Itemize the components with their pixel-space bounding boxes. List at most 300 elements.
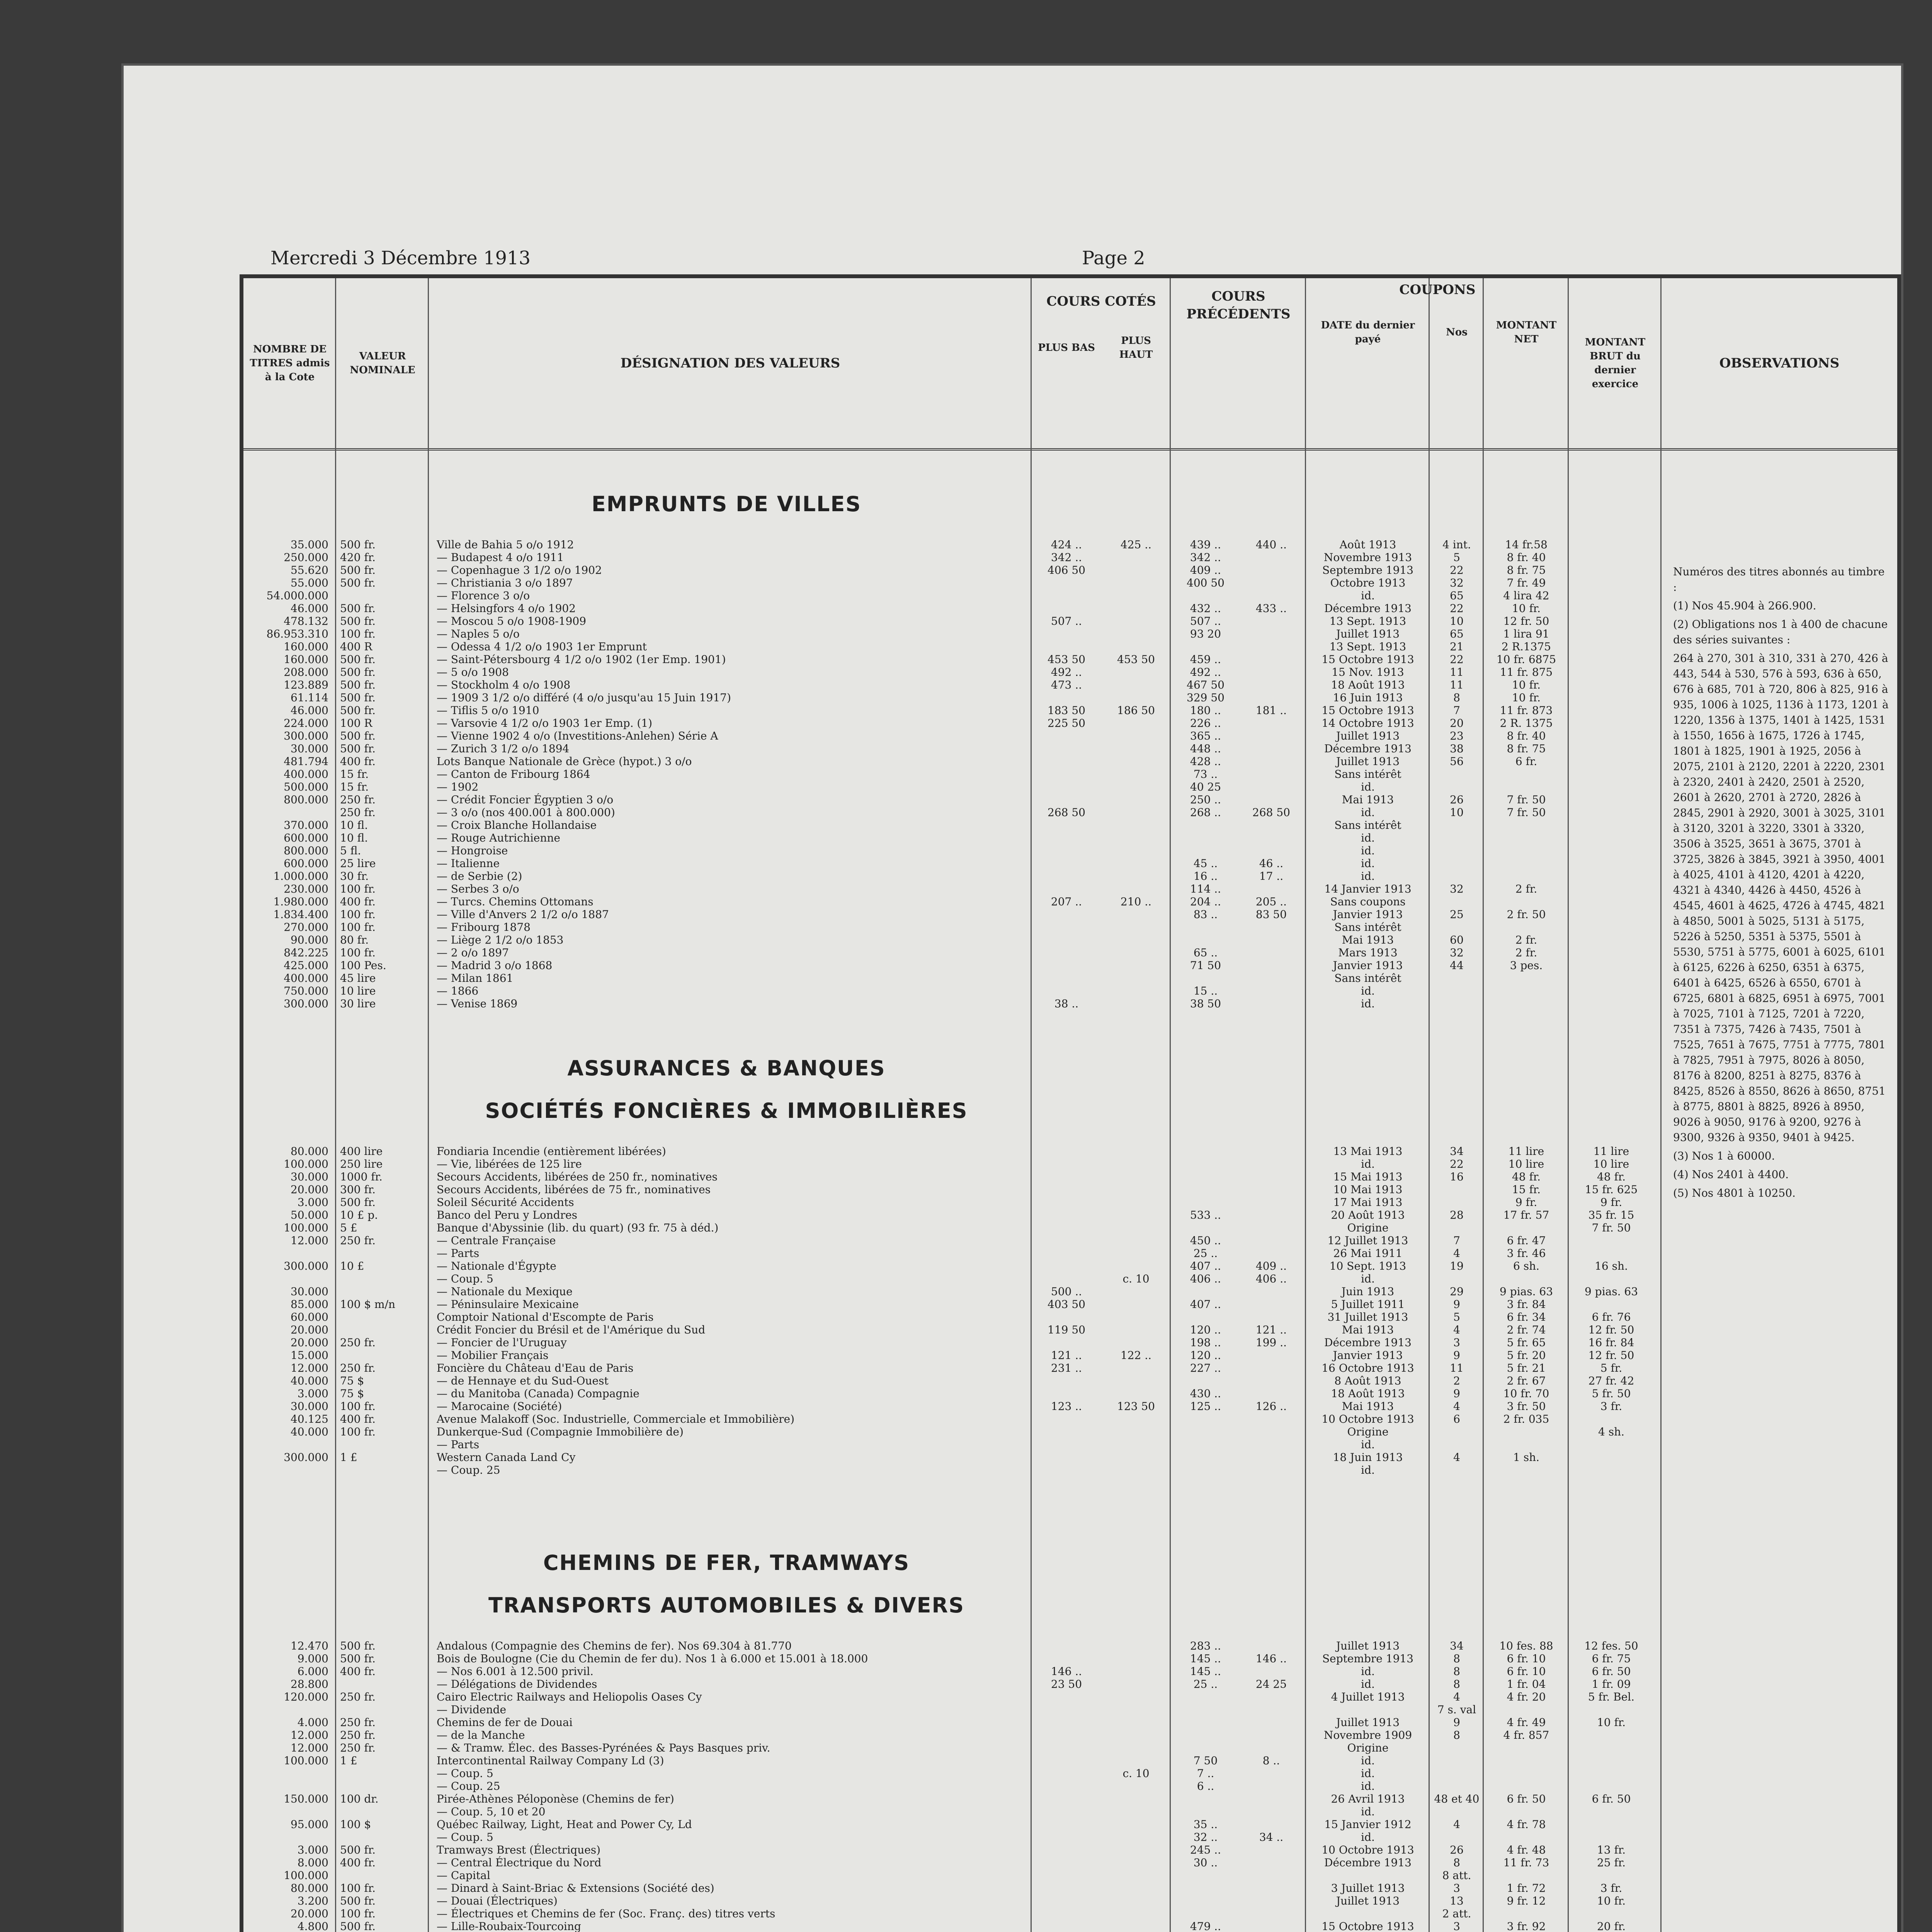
cell-montant-brut: 20 fr.	[1597, 1920, 1626, 1932]
cell-prec-bas: 16 ..	[1193, 870, 1218, 883]
cell-montant-net: 2 fr.	[1515, 946, 1537, 959]
cell-montant-net: 6 fr. 47	[1507, 1234, 1546, 1247]
cell-designation: — Stockholm 4 o/o 1908	[437, 679, 571, 691]
cell-nombre: 400.000	[284, 768, 328, 781]
cell-designation: — Coup. 5	[437, 1831, 493, 1844]
cell-designation: — de Serbie (2)	[437, 870, 522, 883]
cell-montant-net: 9 pias. 63	[1499, 1285, 1553, 1298]
cell-prec-bas: 71 50	[1190, 959, 1221, 972]
cell-date-coupon: Septembre 1913	[1322, 564, 1414, 577]
cell-date-coupon: Origine	[1347, 1221, 1389, 1234]
cell-designation: Comptoir National d'Escompte de Paris	[437, 1311, 654, 1323]
cell-nombre: 100.000	[284, 1754, 328, 1767]
cell-prec-bas: 73 ..	[1193, 768, 1218, 781]
cell-numero-coupon: 21	[1450, 640, 1464, 653]
cell-valeur: 250 fr.	[340, 793, 376, 806]
cell-designation: Lots Banque Nationale de Grèce (hypot.) 3 o/o	[437, 755, 692, 768]
cell-valeur: 10 lire	[340, 985, 376, 997]
cell-prec-haut: 406 ..	[1255, 1272, 1287, 1285]
cell-nombre: 425.000	[284, 959, 328, 972]
cell-numero-coupon: 23	[1450, 730, 1464, 742]
cell-montant-net: 1 fr. 72	[1507, 1882, 1546, 1895]
cell-designation: — du Manitoba (Canada) Compagnie	[437, 1387, 639, 1400]
cell-valeur: 500 fr.	[340, 704, 376, 717]
cell-nombre: 1.000.000	[273, 870, 328, 883]
cell-valeur: 15 fr.	[340, 768, 369, 781]
cell-date-coupon: 13 Sept. 1913	[1329, 615, 1406, 628]
cell-date-coupon: Juillet 1913	[1336, 1716, 1400, 1729]
cell-montant-net: 6 sh.	[1513, 1260, 1540, 1272]
cell-date-coupon: Mai 1913	[1342, 793, 1394, 806]
cell-designation: — Tiflis 5 o/o 1910	[437, 704, 539, 717]
cell-nombre: 800.000	[284, 844, 328, 857]
cell-date-coupon: id.	[1361, 832, 1375, 844]
cell-numero-coupon: 5	[1453, 551, 1460, 564]
cell-montant-net: 10 fes. 88	[1499, 1639, 1553, 1652]
cell-nombre: 61.114	[291, 691, 328, 704]
cell-numero-coupon: 3	[1453, 1920, 1460, 1932]
cell-valeur: 250 fr.	[340, 1336, 376, 1349]
cell-nombre: 370.000	[284, 819, 328, 832]
cell-date-coupon: 18 Juin 1913	[1333, 1451, 1403, 1464]
cell-nombre: 8.000	[297, 1856, 328, 1869]
cell-numero-coupon: 8	[1453, 1729, 1460, 1742]
cell-montant-net: 3 fr. 46	[1507, 1247, 1546, 1260]
cell-nombre: 9.000	[297, 1652, 328, 1665]
cell-date-coupon: id.	[1361, 1767, 1375, 1780]
cell-designation: — Helsingfors 4 o/o 1902	[437, 602, 576, 615]
cell-nombre: 160.000	[284, 640, 328, 653]
cell-numero-coupon: 3	[1453, 1336, 1460, 1349]
cell-designation: — Vie, libérées de 125 lire	[437, 1158, 582, 1170]
cell-prec-bas: 428 ..	[1190, 755, 1221, 768]
header-cours-cotes: COURS COTÉS	[1046, 294, 1156, 309]
cell-prec-haut: 121 ..	[1255, 1323, 1287, 1336]
cell-montant-net: 3 fr. 50	[1507, 1400, 1546, 1413]
cell-plus-haut: c. 10	[1122, 1767, 1150, 1780]
cell-designation: Québec Railway, Light, Heat and Power Cy, Ld	[437, 1818, 692, 1831]
cell-nombre: 12.000	[291, 1234, 328, 1247]
cell-numero-coupon: 11	[1450, 679, 1464, 691]
cell-designation: — Dividende	[437, 1703, 507, 1716]
cell-designation: — de Hennaye et du Sud-Ouest	[437, 1374, 609, 1387]
cell-designation: Soleil Sécurité Accidents	[437, 1196, 574, 1209]
cell-montant-net: 2 fr. 50	[1507, 908, 1546, 921]
cell-montant-brut: 16 sh.	[1595, 1260, 1628, 1272]
cell-numero-coupon: 4	[1453, 1323, 1460, 1336]
cell-montant-net: 11 fr. 873	[1500, 704, 1553, 717]
cell-valeur: 500 fr.	[340, 1196, 376, 1209]
cell-valeur: 400 R	[340, 640, 372, 653]
header-plus-bas: PLUS BAS	[1038, 342, 1095, 354]
cell-designation: Avenue Malakoff (Soc. Industrielle, Commerciale et Immobilière)	[437, 1413, 795, 1425]
cell-numero-coupon: 4	[1453, 1451, 1460, 1464]
cell-designation: — Coup. 25	[437, 1780, 500, 1793]
cell-montant-net: 5 fr. 65	[1507, 1336, 1546, 1349]
cell-designation: — Naples 5 o/o	[437, 628, 520, 640]
cell-date-coupon: Sans intérêt	[1334, 768, 1401, 781]
cell-designation: Intercontinental Railway Company Ld (3)	[437, 1754, 664, 1767]
cell-date-coupon: Origine	[1347, 1742, 1389, 1754]
section-subtitle: TRANSPORTS AUTOMOBILES & DIVERS	[488, 1593, 965, 1617]
cell-montant-net: 11 lire	[1508, 1145, 1544, 1158]
cell-numero-coupon: 11	[1450, 1362, 1464, 1374]
cell-nombre: 30.000	[291, 742, 328, 755]
cell-date-coupon: id.	[1361, 1665, 1375, 1678]
cell-designation: — Hongroise	[437, 844, 508, 857]
cell-numero-coupon: 10	[1450, 615, 1464, 628]
cell-date-coupon: Mai 1913	[1342, 1400, 1394, 1413]
cell-designation: Cairo Electric Railways and Heliopolis Oases Cy	[437, 1690, 702, 1703]
cell-prec-haut: 440 ..	[1255, 538, 1287, 551]
cell-designation: — Fribourg 1878	[437, 921, 531, 934]
cell-prec-bas: 30 ..	[1193, 1856, 1218, 1869]
cell-date-coupon: 31 Juillet 1913	[1327, 1311, 1408, 1323]
cell-valeur: 500 fr.	[340, 679, 376, 691]
cell-prec-bas: 492 ..	[1190, 666, 1221, 679]
cell-date-coupon: Octobre 1913	[1330, 577, 1406, 589]
cell-montant-brut: 1 fr. 09	[1592, 1678, 1631, 1690]
cell-date-coupon: Janvier 1913	[1333, 908, 1403, 921]
cell-date-coupon: 3 Juillet 1913	[1331, 1882, 1405, 1895]
cell-prec-bas: 450 ..	[1190, 1234, 1221, 1247]
cell-montant-net: 1 lira 91	[1503, 628, 1549, 640]
cell-date-coupon: 10 Sept. 1913	[1329, 1260, 1406, 1272]
cell-montant-brut: 12 fr. 50	[1588, 1349, 1634, 1362]
cell-numero-coupon: 11	[1450, 666, 1464, 679]
table-row	[243, 996, 1665, 1012]
cell-montant-net: 7 fr. 50	[1507, 806, 1546, 819]
observation-note: (3) Nos 1 à 60000.	[1673, 1150, 1775, 1162]
cell-date-coupon: id.	[1361, 1158, 1375, 1170]
cell-date-coupon: 20 Août 1913	[1331, 1209, 1405, 1221]
cell-designation: — Liège 2 1/2 o/o 1853	[437, 934, 564, 946]
cell-prec-bas: 120 ..	[1190, 1323, 1221, 1336]
cell-designation: Pirée-Athènes Péloponèse (Chemins de fer)	[437, 1793, 674, 1805]
cell-date-coupon: id.	[1361, 1754, 1375, 1767]
cell-nombre: 55.000	[291, 577, 328, 589]
cell-numero-coupon: 60	[1450, 934, 1464, 946]
cell-valeur: 250 fr.	[340, 1716, 376, 1729]
cell-valeur: 500 fr.	[340, 742, 376, 755]
cell-designation: — Turcs. Chemins Ottomans	[437, 895, 594, 908]
cell-designation: — de la Manche	[437, 1729, 525, 1742]
cell-valeur: 75 $	[340, 1374, 364, 1387]
cell-valeur: 30 fr.	[340, 870, 369, 883]
cell-montant-net: 8 fr. 40	[1507, 730, 1546, 742]
cell-valeur: 500 fr.	[340, 1844, 376, 1856]
cell-montant-net: 6 fr. 10	[1507, 1665, 1546, 1678]
cell-date-coupon: 17 Mai 1913	[1333, 1196, 1403, 1209]
cell-designation: — 1902	[437, 781, 479, 793]
cell-numero-coupon: 2	[1453, 1374, 1460, 1387]
cell-designation: Secours Accidents, libérées de 250 fr., nominatives	[437, 1170, 718, 1183]
cell-date-coupon: 16 Juin 1913	[1333, 691, 1403, 704]
cell-numero-coupon: 65	[1450, 628, 1464, 640]
cell-montant-net: 10 fr. 6875	[1496, 653, 1556, 666]
observation-note: Numéros des titres abonnés au timbre :	[1673, 565, 1885, 594]
cell-nombre: 54.000.000	[266, 589, 328, 602]
cell-date-coupon: 16 Octobre 1913	[1321, 1362, 1414, 1374]
cell-montant-net: 3 pes.	[1510, 959, 1543, 972]
cell-prec-haut: 199 ..	[1255, 1336, 1287, 1349]
cell-prec-bas: 283 ..	[1190, 1639, 1221, 1652]
cell-numero-coupon: 48 et 40	[1434, 1793, 1480, 1805]
cell-designation: — Coup. 5, 10 et 20	[437, 1805, 546, 1818]
cell-date-coupon: 13 Sept. 1913	[1329, 640, 1406, 653]
cell-numero-coupon: 7 s. val	[1437, 1703, 1476, 1716]
section-title: ASSURANCES & BANQUES	[567, 1056, 886, 1080]
cell-numero-coupon: 8	[1453, 691, 1460, 704]
cell-numero-coupon: 4	[1453, 1818, 1460, 1831]
cell-designation: — Odessa 4 1/2 o/o 1903 1er Emprunt	[437, 640, 647, 653]
cell-nombre: 123.889	[284, 679, 328, 691]
cell-valeur: 100 R	[340, 717, 372, 730]
cell-valeur: 500 fr.	[340, 666, 376, 679]
cell-numero-coupon: 65	[1450, 589, 1464, 602]
cell-montant-net: 14 fr.58	[1505, 538, 1548, 551]
cell-valeur: 30 lire	[340, 997, 376, 1010]
cell-valeur: 25 lire	[340, 857, 376, 870]
cell-numero-coupon: 4	[1453, 1690, 1460, 1703]
cell-plus-bas: 123 ..	[1051, 1400, 1082, 1413]
cell-plus-haut: 123 50	[1117, 1400, 1155, 1413]
cell-montant-net: 10 fr.	[1512, 602, 1541, 615]
observations-panel	[1673, 564, 1889, 1204]
cell-montant-net: 6 fr. 50	[1507, 1793, 1546, 1805]
cell-prec-bas: 145 ..	[1190, 1665, 1221, 1678]
cell-date-coupon: id.	[1361, 781, 1375, 793]
cell-nombre: 12.000	[291, 1742, 328, 1754]
cell-prec-bas: 25 ..	[1193, 1247, 1218, 1260]
cell-designation: — Croix Blanche Hollandaise	[437, 819, 597, 832]
cell-nombre: 80.000	[291, 1882, 328, 1895]
cell-nombre: 12.000	[291, 1729, 328, 1742]
cell-valeur: 500 fr.	[340, 1920, 376, 1932]
cell-designation: — Christiania 3 o/o 1897	[437, 577, 573, 589]
cell-valeur: 500 fr.	[340, 653, 376, 666]
cell-plus-bas: 146 ..	[1051, 1665, 1082, 1678]
cell-date-coupon: Décembre 1913	[1324, 1336, 1412, 1349]
cell-date-coupon: Mai 1913	[1342, 934, 1394, 946]
cell-valeur: 420 fr.	[340, 551, 376, 564]
page-number: Page 2	[1082, 247, 1145, 269]
cell-valeur: 5 fl.	[340, 844, 361, 857]
cell-designation: — Moscou 5 o/o 1908-1909	[437, 615, 587, 628]
cell-nombre: 100.000	[284, 1869, 328, 1882]
cell-montant-net: 4 fr. 20	[1507, 1690, 1546, 1703]
cell-nombre: 30.000	[291, 1400, 328, 1413]
cell-date-coupon: Mai 1913	[1342, 1323, 1394, 1336]
page-header	[270, 243, 1754, 274]
cell-numero-coupon: 9	[1453, 1387, 1460, 1400]
cell-date-coupon: Juillet 1913	[1336, 730, 1400, 742]
cell-designation: — Lille-Roubaix-Tourcoing	[437, 1920, 581, 1932]
cell-valeur: 5 £	[340, 1221, 357, 1234]
cell-prec-haut: 205 ..	[1255, 895, 1287, 908]
cell-nombre: 250.000	[284, 551, 328, 564]
cell-valeur: 250 fr.	[340, 1729, 376, 1742]
cell-prec-haut: 24 25	[1255, 1678, 1287, 1690]
section-subtitle: SOCIÉTÉS FONCIÈRES & IMMOBILIÈRES	[485, 1099, 968, 1123]
cell-valeur: 100 fr.	[340, 1882, 376, 1895]
cell-date-coupon: 18 Août 1913	[1331, 679, 1405, 691]
cell-numero-coupon: 28	[1450, 1209, 1464, 1221]
cell-montant-brut: 5 fr. Bel.	[1588, 1690, 1635, 1703]
cell-valeur: 100 fr.	[340, 628, 376, 640]
cell-designation: — Parts	[437, 1438, 480, 1451]
cell-nombre: 800.000	[284, 793, 328, 806]
header-nombre: NOMBRE DE TITRES admis à la Cote	[250, 344, 330, 383]
cell-prec-bas: 226 ..	[1190, 717, 1221, 730]
cell-nombre: 100.000	[284, 1221, 328, 1234]
cell-date-coupon: Juillet 1913	[1336, 755, 1400, 768]
cell-numero-coupon: 32	[1450, 946, 1464, 959]
cell-plus-bas: 121 ..	[1051, 1349, 1082, 1362]
cell-numero-coupon: 34	[1450, 1145, 1464, 1158]
cell-nombre: 150.000	[284, 1793, 328, 1805]
cell-nombre: 600.000	[284, 832, 328, 844]
cell-nombre: 3.000	[297, 1844, 328, 1856]
cell-prec-bas: 93 20	[1190, 628, 1221, 640]
cell-date-coupon: Janvier 1913	[1333, 959, 1403, 972]
cell-valeur: 100 $	[340, 1818, 371, 1831]
cell-date-coupon: 10 Octobre 1913	[1321, 1844, 1414, 1856]
cell-montant-brut: 3 fr.	[1600, 1882, 1622, 1895]
cell-designation: — 1909 3 1/2 o/o différé (4 o/o jusqu'au 15 Juin 1917)	[437, 691, 731, 704]
cell-prec-haut: 268 50	[1252, 806, 1290, 819]
cell-nombre: 15.000	[291, 1349, 328, 1362]
cell-date-coupon: 15 Nov. 1913	[1332, 666, 1404, 679]
cell-nombre: 300.000	[284, 1451, 328, 1464]
header-valeur: VALEUR NOMINALE	[350, 350, 415, 376]
cell-date-coupon: Décembre 1913	[1324, 1856, 1412, 1869]
cell-date-coupon: Sans intérêt	[1334, 921, 1401, 934]
cell-date-coupon: id.	[1361, 870, 1375, 883]
header-cours-precedents: COURS PRÉCÉDENTS	[1186, 289, 1291, 322]
cell-plus-bas: 406 50	[1048, 564, 1085, 577]
cell-designation: — Marocaine (Société)	[437, 1400, 562, 1413]
cell-prec-bas: 467 50	[1187, 679, 1225, 691]
cell-montant-net: 10 lire	[1508, 1158, 1544, 1170]
cell-plus-bas: 183 50	[1048, 704, 1085, 717]
cell-date-coupon: 4 Juillet 1913	[1331, 1690, 1405, 1703]
cell-montant-net: 2 fr. 035	[1503, 1413, 1549, 1425]
cell-plus-bas: 268 50	[1048, 806, 1085, 819]
cell-designation: Chemins de fer de Douai	[437, 1716, 573, 1729]
cell-designation: — Serbes 3 o/o	[437, 883, 519, 895]
cell-nombre: 86.953.310	[266, 628, 328, 640]
cell-plus-bas: 342 ..	[1051, 551, 1082, 564]
cell-designation: Banque d'Abyssinie (lib. du quart) (93 fr. 75 à déd.)	[437, 1221, 719, 1234]
cell-prec-bas: 25 ..	[1193, 1678, 1218, 1690]
cell-date-coupon: Sans intérêt	[1334, 819, 1401, 832]
cell-nombre: 500.000	[284, 781, 328, 793]
cell-valeur: 100 $ m/n	[340, 1298, 396, 1311]
cell-designation: — Vienne 1902 4 o/o (Investitions-Anlehen) Série A	[437, 730, 718, 742]
cell-nombre: 20.000	[291, 1336, 328, 1349]
cell-montant-net: 12 fr. 50	[1503, 615, 1549, 628]
cell-numero-coupon: 8	[1453, 1856, 1460, 1869]
cell-montant-brut: 3 fr.	[1600, 1400, 1622, 1413]
cell-valeur: 45 lire	[340, 972, 376, 985]
cell-designation: Secours Accidents, libérées de 75 fr., nominatives	[437, 1183, 711, 1196]
cell-montant-brut: 5 fr. 50	[1592, 1387, 1631, 1400]
cell-nombre: 1.834.400	[273, 908, 328, 921]
cell-valeur: 100 fr.	[340, 946, 376, 959]
cell-designation: — Crédit Foncier Égyptien 3 o/o	[437, 793, 614, 806]
cell-nombre: 120.000	[284, 1690, 328, 1703]
cell-prec-bas: 268 ..	[1190, 806, 1221, 819]
cell-designation: Foncière du Château d'Eau de Paris	[437, 1362, 634, 1374]
cell-numero-coupon: 8	[1453, 1652, 1460, 1665]
cell-valeur: 250 fr.	[340, 1234, 376, 1247]
cell-date-coupon: Août 1913	[1339, 538, 1396, 551]
cell-montant-net: 2 R. 1375	[1500, 717, 1553, 730]
cell-date-coupon: id.	[1361, 1678, 1375, 1690]
cell-plus-bas: 119 50	[1048, 1323, 1085, 1336]
cell-numero-coupon: 8 att.	[1442, 1869, 1471, 1882]
cell-date-coupon: id.	[1361, 985, 1375, 997]
cell-prec-haut: 146 ..	[1255, 1652, 1287, 1665]
cell-designation: — Centrale Française	[437, 1234, 556, 1247]
cell-prec-bas: 32 ..	[1193, 1831, 1218, 1844]
cell-numero-coupon: 8	[1453, 1665, 1460, 1678]
cell-prec-bas: 45 ..	[1193, 857, 1218, 870]
cell-date-coupon: id.	[1361, 806, 1375, 819]
cell-prec-bas: 114 ..	[1190, 883, 1221, 895]
cell-date-coupon: Janvier 1913	[1333, 1349, 1403, 1362]
cell-prec-bas: 407 ..	[1190, 1260, 1221, 1272]
cell-prec-bas: 204 ..	[1190, 895, 1221, 908]
cell-montant-net: 17 fr. 57	[1503, 1209, 1549, 1221]
cell-nombre: 50.000	[291, 1209, 328, 1221]
cell-date-coupon: 14 Octobre 1913	[1321, 717, 1414, 730]
header-montant-brut: MONTANT BRUT du dernier exercice	[1585, 337, 1646, 390]
cell-date-coupon: Septembre 1913	[1322, 1652, 1414, 1665]
cell-date-coupon: Juin 1913	[1341, 1285, 1395, 1298]
cell-plus-bas: 23 50	[1051, 1678, 1082, 1690]
cell-nombre: 3.200	[297, 1895, 328, 1907]
observation-note: (4) Nos 2401 à 4400.	[1673, 1168, 1789, 1181]
cell-date-coupon: 15 Janvier 1912	[1324, 1818, 1412, 1831]
cell-numero-coupon: 10	[1450, 806, 1464, 819]
cell-date-coupon: Sans intérêt	[1334, 972, 1401, 985]
cell-prec-bas: 342 ..	[1190, 551, 1221, 564]
cell-montant-brut: 7 fr. 50	[1592, 1221, 1631, 1234]
cell-prec-haut: 181 ..	[1255, 704, 1287, 717]
cell-prec-bas: 400 50	[1187, 577, 1225, 589]
cell-prec-bas: 145 ..	[1190, 1652, 1221, 1665]
cell-prec-bas: 329 50	[1187, 691, 1225, 704]
cell-numero-coupon: 38	[1450, 742, 1464, 755]
cell-numero-coupon: 26	[1450, 1844, 1464, 1856]
cell-montant-brut: 6 fr. 50	[1592, 1665, 1631, 1678]
observation-note: (5) Nos 4801 à 10250.	[1673, 1187, 1796, 1199]
cell-designation: — Nos 6.001 à 12.500 privil.	[437, 1665, 594, 1678]
cell-numero-coupon: 32	[1450, 577, 1464, 589]
cell-designation: — Délégations de Dividendes	[437, 1678, 597, 1690]
cell-date-coupon: id.	[1361, 1438, 1375, 1451]
cell-numero-coupon: 5	[1453, 1311, 1460, 1323]
cell-prec-haut: 83 50	[1255, 908, 1287, 921]
cell-montant-net: 8 fr. 75	[1507, 742, 1546, 755]
cell-montant-net: 1 fr. 04	[1507, 1678, 1546, 1690]
cell-numero-coupon: 56	[1450, 755, 1464, 768]
header-observations: OBSERVATIONS	[1719, 355, 1840, 371]
cell-nombre: 224.000	[284, 717, 328, 730]
cell-valeur: 100 Pes.	[340, 959, 386, 972]
